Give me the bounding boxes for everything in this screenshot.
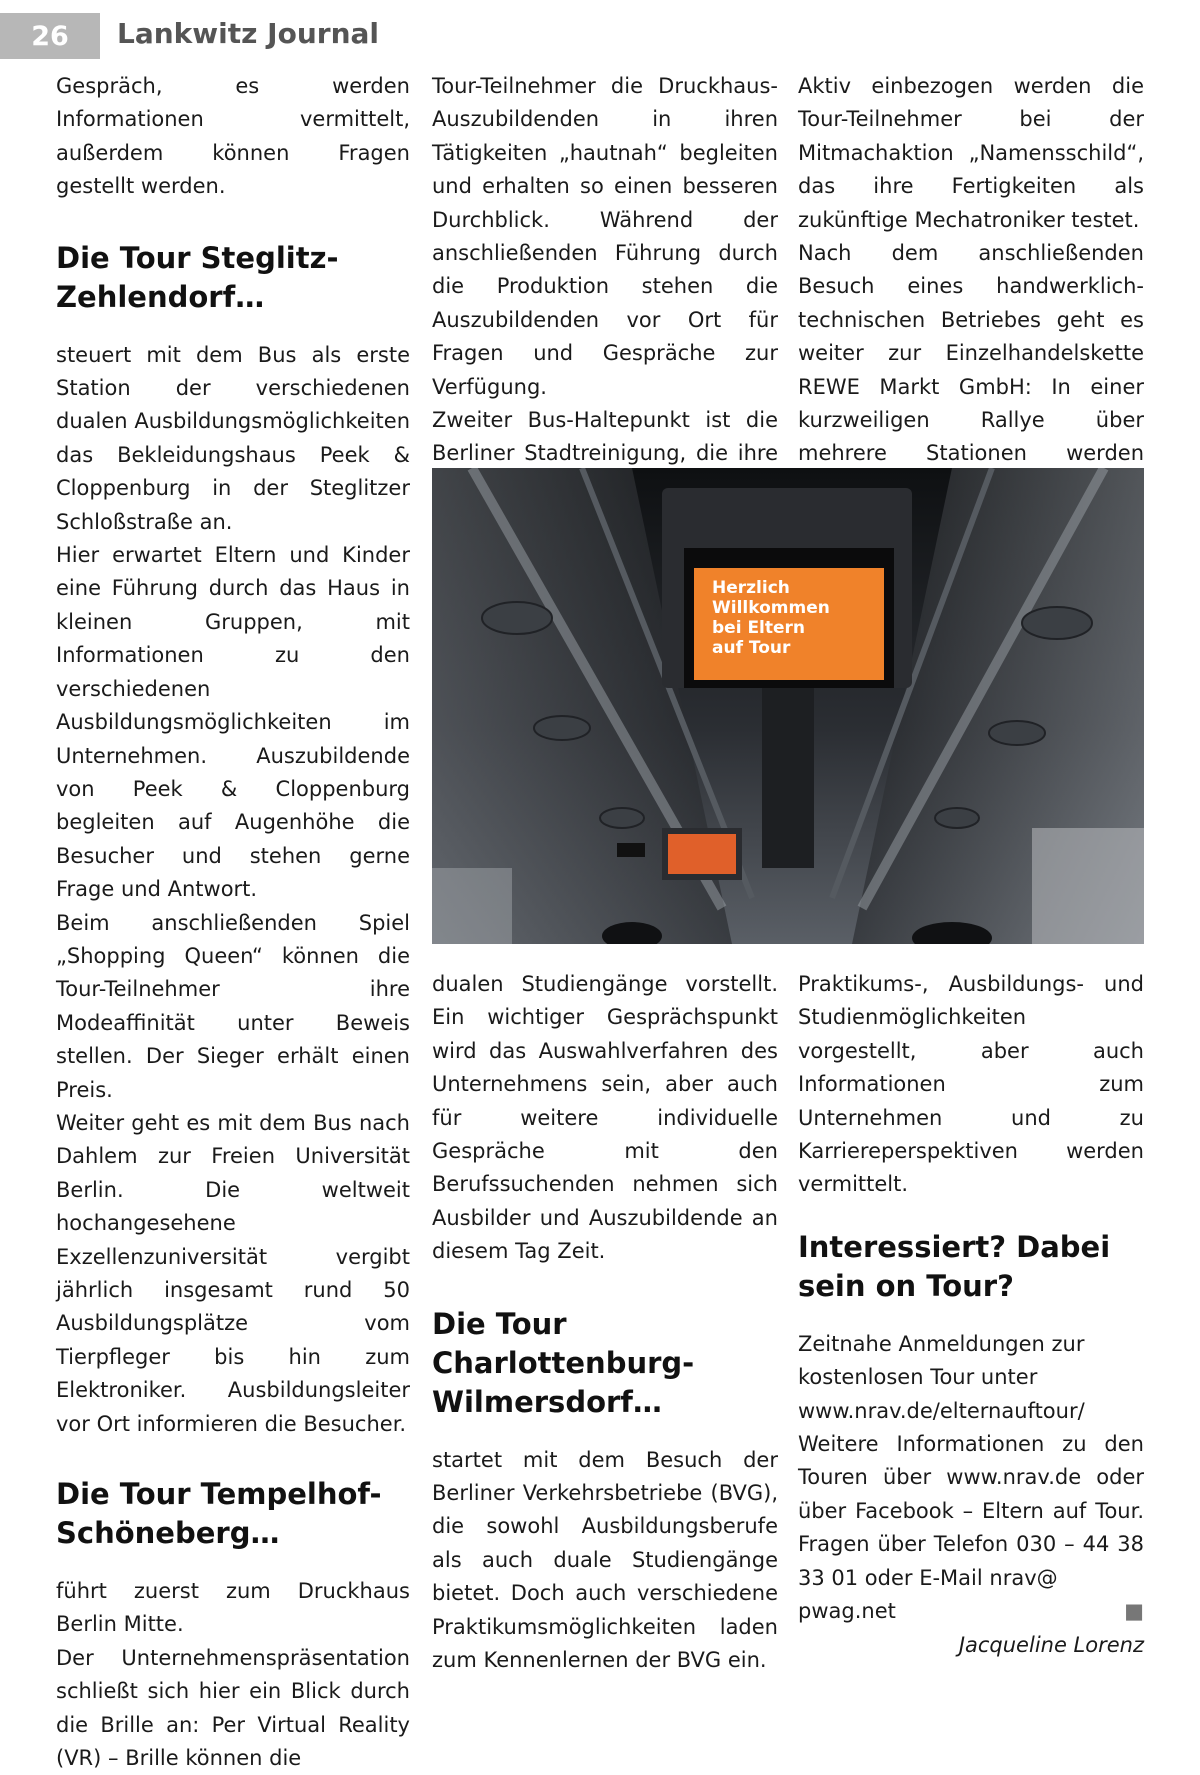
- paragraph-tempelhof-2: Der Unternehmenspräsentation schließt sich hier ein Blick durch die Brille an: Per Virtual Reality (VR) – Brille können die: [56, 1645, 410, 1771]
- screen-text-line1: Herzlich: [712, 578, 790, 598]
- column-3-top: [798, 70, 1144, 504]
- paragraph-anmeldung: Zeitnahe Anmeldungen zur kostenlosen Tour unter www.nrav.de/elternauftour/: [798, 1331, 1085, 1423]
- screen-text-line2: Willkommen: [712, 598, 830, 618]
- paragraph-rewe: Nach dem anschließenden Besuch eines handwerklich-technischen Betriebes geht es weiter zur Einzelhandelskette REWE Markt GmbH: In einer kurzweiligen Rallye über mehrere Stationen werden: [798, 241, 1144, 466]
- column-3-bottom: [798, 968, 1144, 1662]
- heading-interessiert: Interessiert? Dabei sein on Tour?: [798, 1229, 1111, 1303]
- column-1: [56, 70, 410, 1775]
- paragraph-weitere-info: Weitere Informationen zu den Touren über www.nrav.de oder über Facebook – Eltern auf Tour. Fragen über Telefon 030 – 44 38 33 01 oder E-Mail nrav@: [798, 1432, 1144, 1590]
- heading-tour-steglitz: Die Tour Steglitz-Zehlendorf…: [56, 240, 339, 314]
- paragraph-steglitz-4: Weiter geht es mit dem Bus nach Dahlem zur Freien Universität Berlin. Die weltweit hochangesehene Exzellenzuniversität vergibt jährlich insgesamt rund 50 Ausbildungsplätze vom Tierpfleger bis hin zum Elektroniker. Ausbildungsleiter vor Ort informieren die Besucher.: [56, 1110, 410, 1436]
- paragraph-stadtreinigung: Zweiter Bus-Haltepunkt ist die Berliner Stadtreinigung, die ihre: [432, 408, 778, 466]
- email-domain: pwag.net: [798, 1599, 896, 1624]
- paragraph-steglitz-2: Hier erwartet Eltern und Kinder eine Führung durch das Haus in kleinen Gruppen, mit Informationen zu den verschiedenen Ausbildungsmöglichkeiten im Unternehmen. Auszubildende von Peek & Cloppenburg begleiten auf Augenhöhe die Besucher und stehen gerne Frage und Antwort.: [56, 543, 410, 902]
- screen-text-line3: bei Eltern: [712, 618, 806, 638]
- paragraph-steglitz-3: Beim anschließenden Spiel „Shopping Queen“ können die Tour-Teilnehmer ihre Modeaffinität unter Beweis stellen. Der Sieger erhält einen Preis.: [56, 910, 410, 1102]
- page-number: 26: [0, 13, 100, 59]
- paragraph-intro: Gespräch, es werden Informationen vermittelt, außerdem können Fragen gestellt werden.: [56, 74, 410, 199]
- author-signature: Jacqueline Lorenz: [958, 1632, 1144, 1657]
- screen-text-line4: auf Tour: [712, 638, 791, 658]
- paragraph-steglitz-1: steuert mit dem Bus als erste Station der verschiedenen dualen Ausbildungsmöglichkeiten das Bekleidungshaus Peek & Cloppenburg in der Steglitzer Schloßstraße an.: [56, 342, 410, 534]
- paragraph-druckhaus: Tour-Teilnehmer die Druckhaus-Auszubildenden in ihren Tätigkeiten „hautnah“ begleiten und erhalten so einen besseren Durchblick. Während der anschließenden Führung durch die Produktion stehen die Auszubildenden vor Ort für Fragen und Gespräche zur Verfügung.: [432, 74, 778, 399]
- bus-interior-photo: [432, 468, 1144, 944]
- paragraph-charlottenburg: startet mit dem Besuch der Berliner Verkehrsbetriebe (BVG), die sowohl Ausbildungsberufe als auch duale Studiengänge bietet. Doch auch verschiedene Praktikumsmöglichkeiten laden zum Kennenlernen der BVG ein.: [432, 1447, 778, 1673]
- paragraph-studiengaenge: dualen Studiengänge vorstellt. Ein wichtiger Gesprächspunkt wird das Auswahlverfahren des Unternehmens sein, aber auch für weitere individuelle Gespräche mit den Berufssuchenden nehmen sich Ausbilder und Auszubildende an diesem Tag Zeit.: [432, 972, 778, 1264]
- heading-tour-charlottenburg: Die Tour Charlottenburg-Wilmersdorf…: [432, 1306, 695, 1419]
- email-end-line: [798, 1595, 1144, 1628]
- journal-title: Lankwitz Journal: [117, 17, 380, 50]
- paragraph-tempelhof-1: führt zuerst zum Druckhaus Berlin Mitte.: [56, 1579, 410, 1637]
- paragraph-praktikum: Praktikums-, Ausbildungs- und Studienmöglichkeiten vorgestellt, aber auch Informationen zum Unternehmen und zu Karriereperspektiven werden vermittelt.: [798, 972, 1144, 1197]
- column-2-bottom: [432, 968, 778, 1678]
- end-mark-icon: ■: [1124, 1599, 1144, 1624]
- paragraph-namensschild: Aktiv einbezogen werden die Tour-Teilnehmer bei der Mitmachaktion „Namensschild“, das ihre Fertigkeiten als zukünftige Mechatroniker testet.: [798, 74, 1144, 232]
- heading-tour-tempelhof: Die Tour Tempelhof-Schöneberg…: [56, 1477, 382, 1551]
- column-2-top: [432, 70, 778, 504]
